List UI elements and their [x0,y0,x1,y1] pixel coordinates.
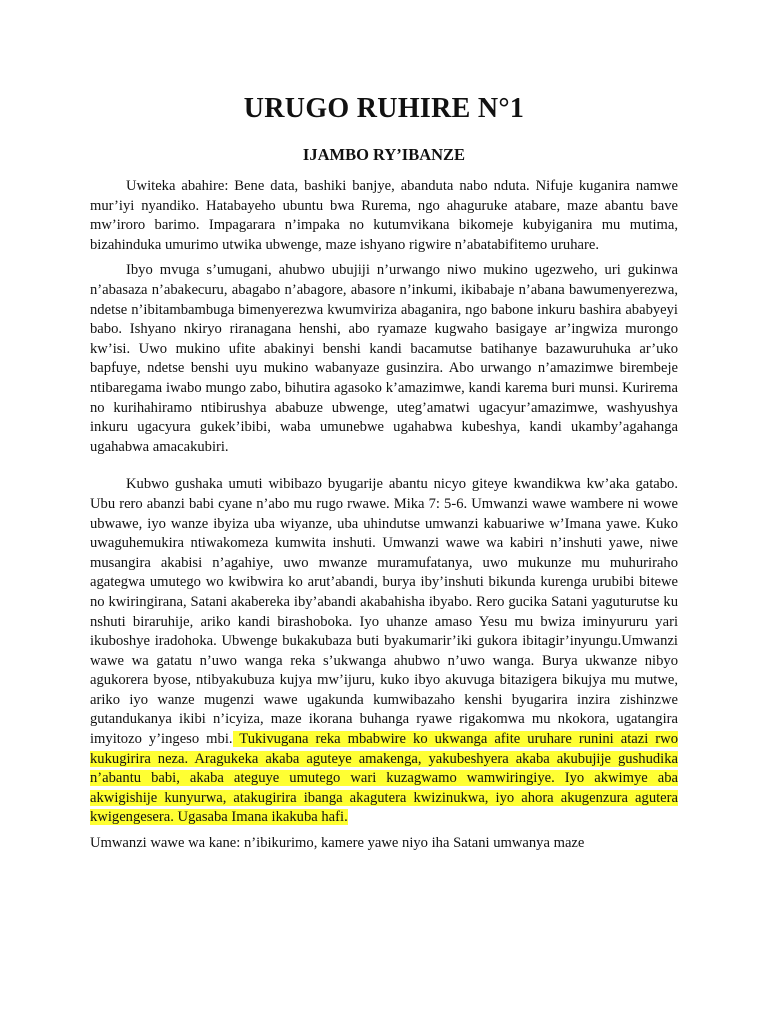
document-page [90,92,678,860]
paragraph-3-text: Kubwo gushaka umuti wibibazo byugarije abantu nicyo giteye kwandikwa kw’aka gatabo. Ubu rero abanzi babi cyane n’abo mu rugo rwawe. Mika 7: 5-6. Umwanzi wawe wambere ni wowe ubwawe, iyo wanze ibyiza uba wiyanze, uba uhindutse umwanzi kabuariwe w’Imana yawe. Kuko uwaguhemukira ntiwakomeza kumwita inshuti. Umwanzi wawe wa kabiri n’inshuti yawe, niwe musangira akabisi n’agahiye, uwo mwanze muramufatanya, uwo mukunze mu muhuriraho agategwa umutego wo kwibwira ko arut’abandi, burya iby’inshuti bikunda kurenga urubibi bitewe no kwiringirana, Satani akabereka iby’abandi akabahisha ibyabo. Rero gucika Satani yaguturutse ku nshuti biraruhije, ariko kandi birashoboka. Iyo uhanze amaso Yesu mu bwiza iminyururu yari ikuboshye iradohoka. Ubwenge bukakubaza buti byakumarir’iki gukora ibitagir’inyungu.Umwanzi wawe wa gatatu n’uwo wanga reka s’ukwanga ahubwo n’uwo wanga. Burya ukwanze nibyo agukorera byose, ntibyakubuza kujya mw’ijuru, kuko ibyo akuvuga bitazigera bikujya mu mutwe, ariko iyo wanze mugenzi wawe ugakunda kumwibazaho kenshi byugarira inzira zishinzwe gutandukanya ikibi n’icyiza, maze ikorana buhanga ryawe rigakomwa mu nkokora, ugatangira imyitozo y’ingeso mbi. [90,476,678,748]
document-title: URUGO RUHIRE N°1 [243,93,525,124]
paragraph-1: Uwiteka abahire: Bene data, bashiki banjye, abanduta nabo nduta. Nifuje kuganira namwe mur’iyi nyandiko. Hatabayeho ubuntu bwa Rurema, ngo ahaguruke atabare, maze abantu bave mw’iroro barimo. Impagarara n’impaka no kutumvikana bikomeje kubyiganira mu mutima, bizahinduka umurimo utwika ubwenge, maze ishyano rigwire n’abatabifitemo uruhare. [90,178,678,253]
paragraph-4: Umwanzi wawe wa kane: n’ibikurimo, kamere yawe niyo iha Satani umwanya maze [90,835,585,852]
paragraph-3 [90,475,678,828]
document-subtitle: IJAMBO RY’IBANZE [302,144,466,164]
highlighted-passage: Tukivugana reka mbabwire ko ukwanga afite uruhare runini atazi rwo kukugirira neza. Aragukeka akaba aguteye amakenga, yakubeshyera akaba akubujije gushudika n’abantu babi, akaba ateguye umutego wari kuzagwamo wamwiringiye. Iyo akwimye aba akwigishije kunyurwa, atakugirira ibanga akagutera kwizinukwa, iyo ahora akugenzura agutera kwigengesera. Ugasaba Imana ikakuba hafi. [90,731,678,826]
paragraph-2: Ibyo mvuga s’umugani, ahubwo ubujiji n’urwango niwo mukino ugezweho, uri gukinwa n’abasaza n’abakecuru, abagabo n’abagore, abasore n’inkumi, ikibabaje n’abana bawumenyerezwa, ndetse n’ibitambambuga bimenyerezwa kwumviriza abaganira, ngo babone inkuru bashira ababyeyi babo. Ishyano nkiryo riranagana henshi, abo ryamaze kugwaho basigaye ar’ingwiza murongo kw’isi. Uwo mukino ufite abakinyi benshi kandi bacamutse batihanye bazawuruhuka ar’uko bapfuye, ndetse benshi uyu mukino wabanyaze gusinzira. Abo urwango n’amazimwe birembeje ntibaregama iwabo mungo zabo, bihutira agasoko k’amazimwe, kandi karema buri munsi. Kurirema no kurihahiramo ntibirushya ababuze ubwenge, uteg’amatwi ugacyur’amazimwe, washyushya inkuru ugacyura gukek’ibibi, waba umunebwe ugahabwa kubeshya, kandi ukamby’agahanga ugahabwa amacakubiri. [90,262,678,455]
